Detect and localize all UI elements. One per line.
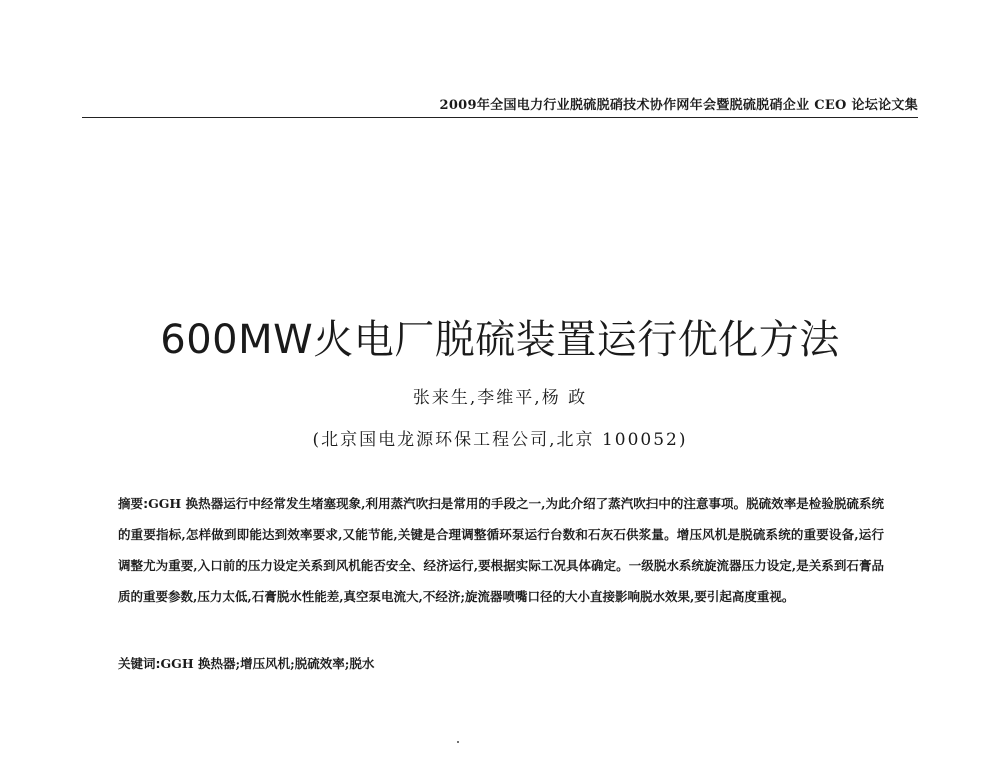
abstract [118,488,884,612]
running-header: 2009年全国电力行业脱硫脱硝技术协作网年会暨脱硫脱硝企业 CEO 论坛论文集 [439,98,918,113]
abstract-label: 摘要: [118,496,149,511]
keywords-label: 关键词: [118,656,161,671]
abstract-text: GGH 换热器运行中经常发生堵塞现象,利用蒸汽吹扫是常用的手段之一,为此介绍了蒸汽吹扫中的注意事项。脱硫效率是检验脱硫系统的重要指标,怎样做到即能达到效率要求,又能节能,关键是合理调整循环泵运行台数和石灰石供浆量。增压风机是脱硫系统的重要设备,运行调整尤为重要,入口前的压力设定关系到风机能否安全、经济运行,要根据实际工况具体确定。一级脱水系统旋流器压力设定,是关系到石膏品质的重要参数,压力太低,石膏脱水性能差,真空泵电流大,不经济;旋流器喷嘴口径的大小直接影响脱水效果,要引起高度重视。 [118,496,885,604]
paper-authors: 张来生,李维平,杨 政 [412,388,588,408]
paper-affiliation: (北京国电龙源环保工程公司,北京 100052) [312,430,688,450]
keywords-text: GGH 换热器;增压风机;脱硫效率;脱水 [160,656,375,671]
paper-title: 600MW火电厂脱硫装置运行优化方法 [160,316,840,363]
header-divider [82,117,918,118]
keywords [118,654,884,672]
scan-speck [457,741,459,743]
